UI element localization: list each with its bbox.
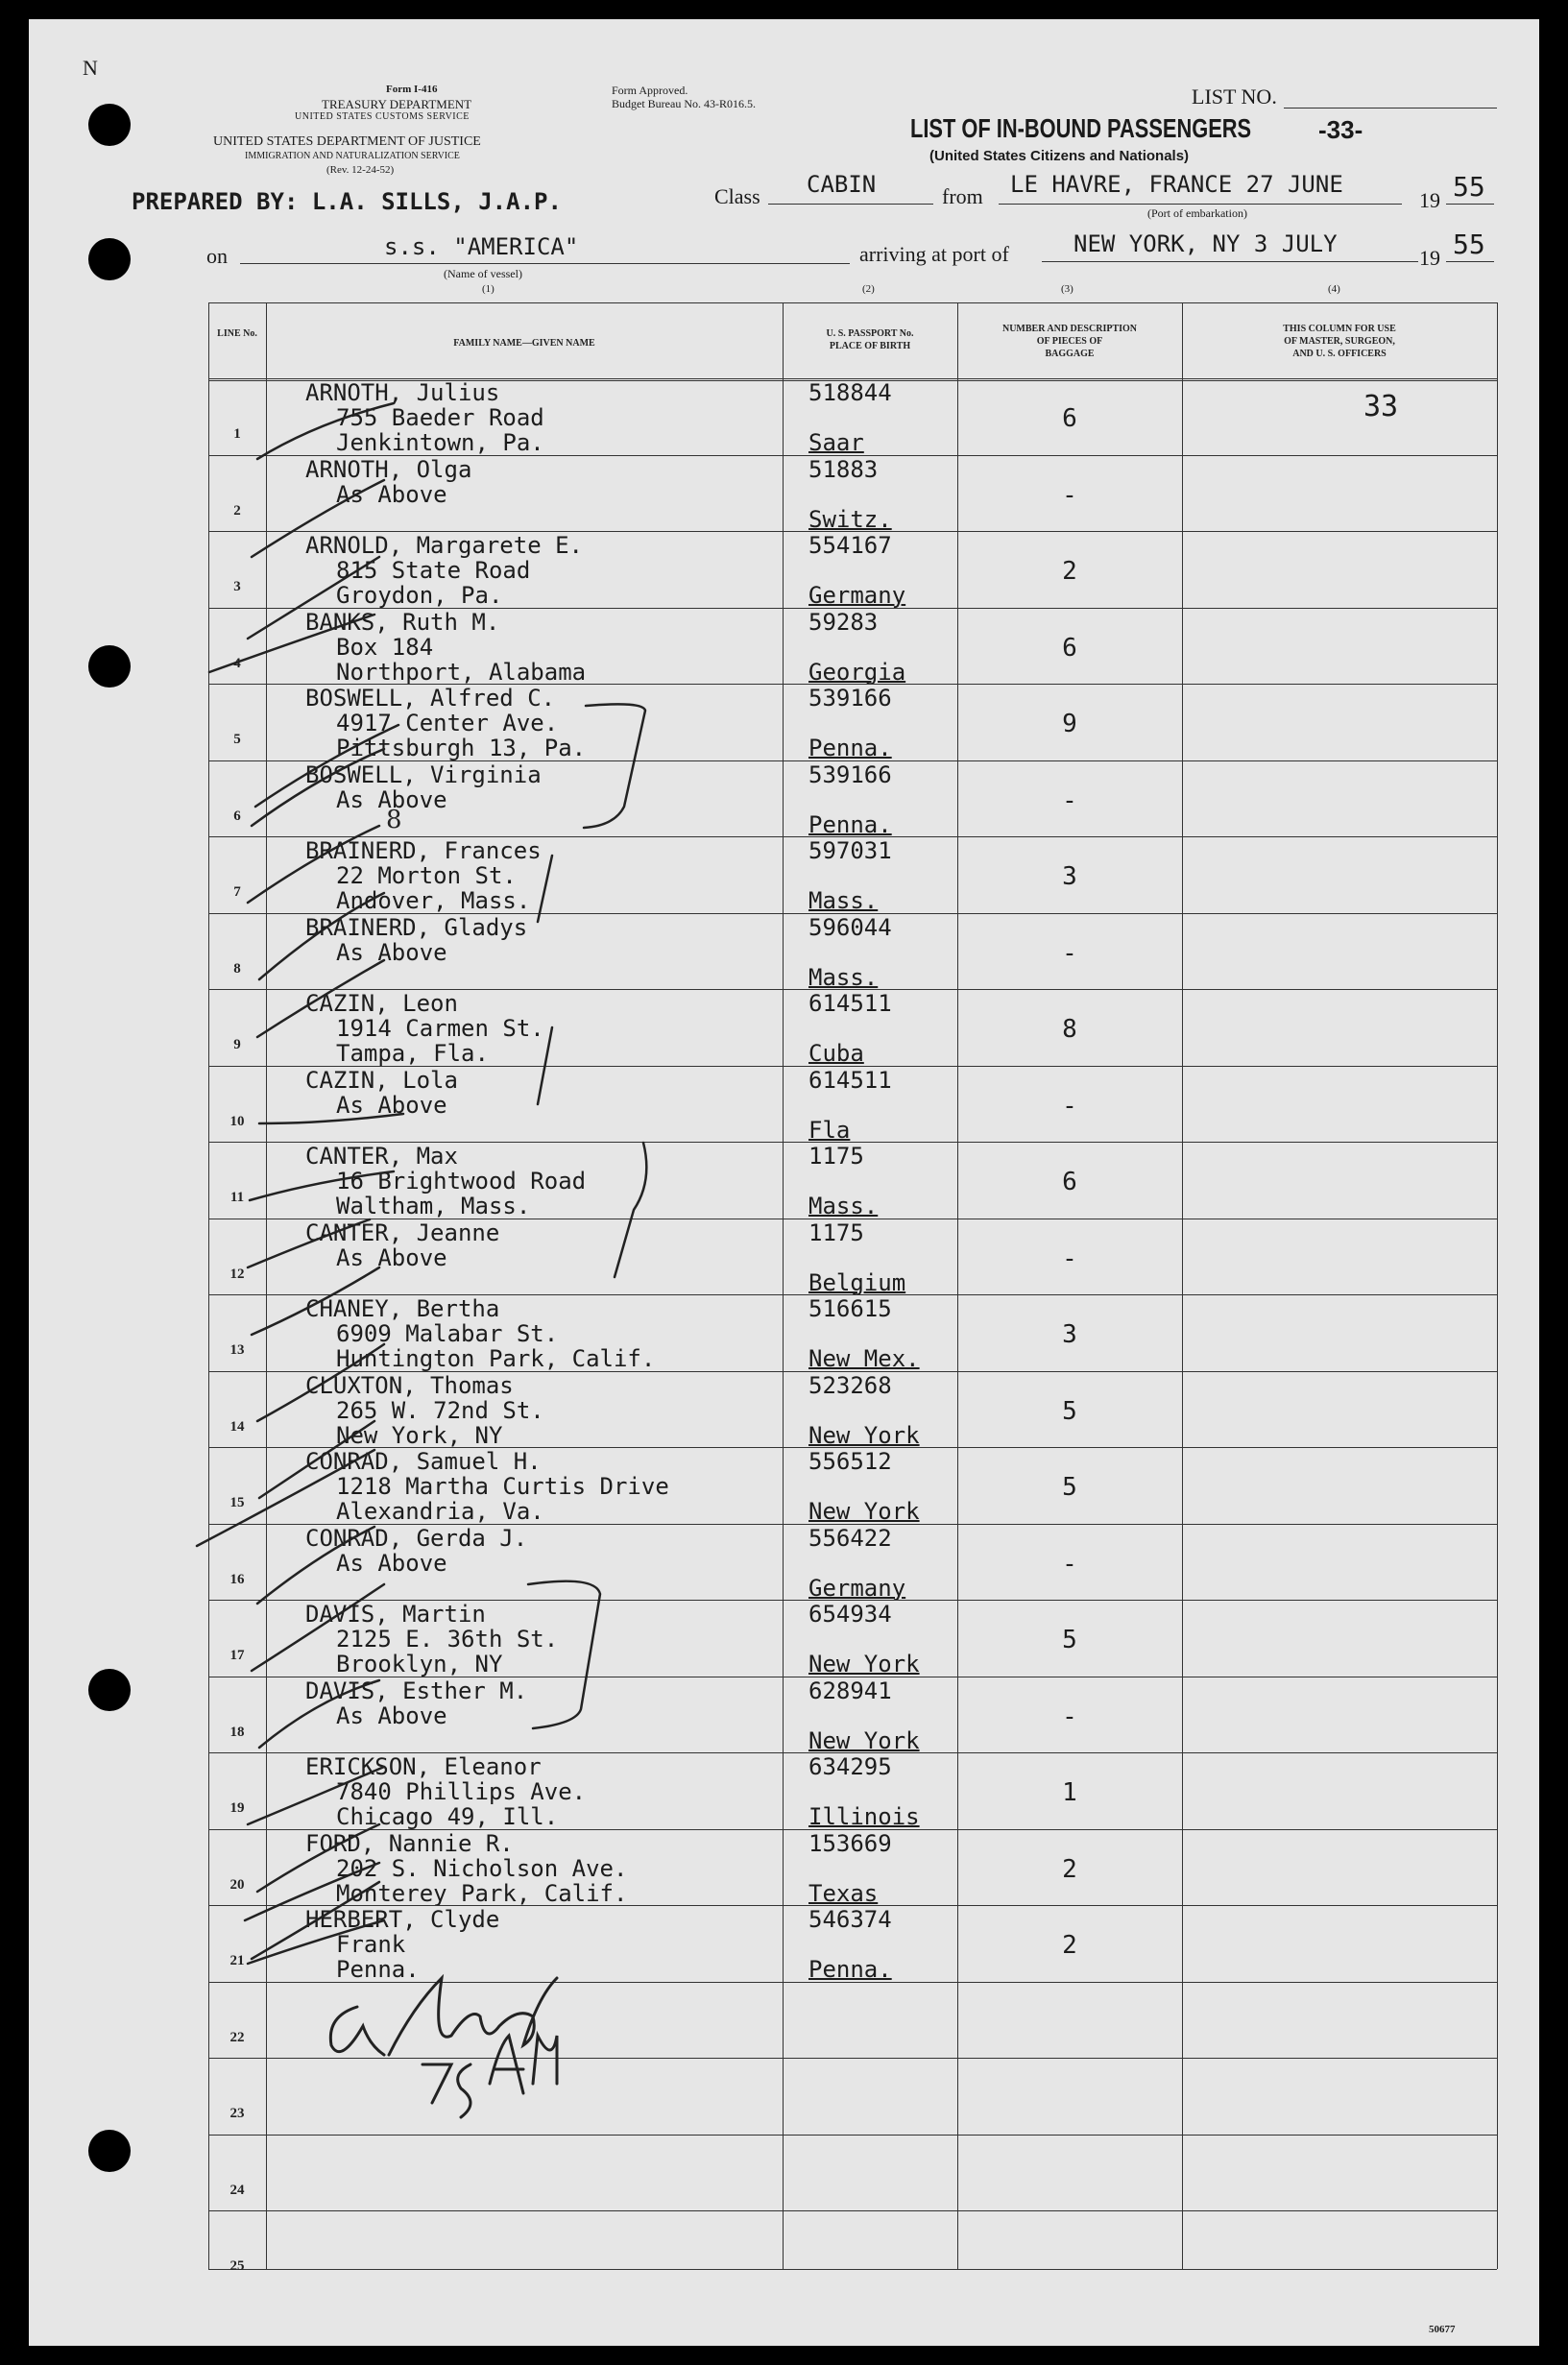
place-of-birth: New York [808, 1498, 920, 1525]
passenger-name: DAVIS, Martin [305, 1601, 486, 1628]
baggage-count: - [1062, 1549, 1077, 1579]
place-of-birth: Mass. [808, 1193, 879, 1219]
vessel-name: s.s. "AMERICA" [384, 233, 579, 260]
line-number: 17 [229, 1648, 245, 1663]
baggage-count: 5 [1062, 1473, 1077, 1502]
passport-number: 596044 [808, 913, 892, 941]
place-of-birth: Georgia [808, 658, 906, 686]
passenger-address-1: As Above [336, 1243, 447, 1271]
officers-header-line1: THIS COLUMN FOR USE [1283, 324, 1396, 334]
passport-number: 1175 [808, 1143, 864, 1170]
baggage-count: 6 [1062, 633, 1077, 663]
place-of-birth: Switz. [808, 505, 892, 533]
place-of-birth: New York [808, 1421, 920, 1449]
passenger-address-2: New York, NY [336, 1421, 503, 1449]
line-number: 20 [229, 1876, 245, 1893]
passenger-name: CLUXTON, Thomas [305, 1371, 514, 1399]
baggage-count: - [1062, 480, 1077, 510]
passenger-address-1: 2125 E. 36th St. [336, 1626, 559, 1653]
line-number: 9 [233, 1037, 241, 1052]
line-number: 15 [229, 1495, 245, 1510]
passenger-address-1: 1914 Carmen St. [336, 1015, 544, 1042]
passenger-address-1: 16 Brightwood Road [336, 1168, 587, 1195]
baggage-count: 3 [1062, 1320, 1077, 1349]
baggage-header-line1: NUMBER AND DESCRIPTION [1001, 324, 1137, 334]
vessel-note: (Name of vessel) [444, 267, 522, 280]
passenger-name: CONRAD, Samuel H. [305, 1448, 542, 1475]
passenger-name: ERICKSON, Eleanor [305, 1753, 542, 1780]
place-of-birth: Germany [808, 1574, 906, 1602]
department-name: TREASURY DEPARTMENT [322, 97, 472, 111]
baggage-count: 5 [1062, 1626, 1077, 1654]
passenger-name: CONRAD, Gerda J. [305, 1524, 528, 1552]
passenger-name: BRAINERD, Frances [305, 837, 542, 864]
form-number: Form I-416 [386, 84, 438, 95]
line-number: 12 [229, 1266, 245, 1282]
passport-number: 153669 [808, 1829, 892, 1857]
passenger-address-2: Andover, Mass. [336, 887, 531, 914]
place-of-birth: Penna. [808, 810, 892, 838]
passenger-address-1: 6909 Malabar St. [336, 1320, 559, 1347]
passport-column-number: (2) [862, 283, 875, 295]
passenger-address-2: Huntington Park, Calif. [336, 1345, 656, 1372]
passport-number: 654934 [808, 1601, 892, 1628]
line-number: 22 [229, 2029, 245, 2045]
arrival-year-prefix: 19 [1419, 246, 1440, 270]
passport-number: 614511 [808, 990, 892, 1017]
baggage-count: - [1062, 1243, 1077, 1273]
passport-number: 523268 [808, 1371, 892, 1399]
arriving-label: arriving at port of [859, 242, 1009, 266]
passenger-name: BRAINERD, Gladys [305, 913, 528, 941]
passenger-address-1: As Above [336, 1701, 447, 1729]
passport-number: 516615 [808, 1295, 892, 1322]
baggage-count: 6 [1062, 1168, 1077, 1196]
arrival-year-value: 55 [1453, 229, 1485, 260]
handwritten-mark-row6: 8 [386, 806, 402, 834]
line-number: 23 [229, 2106, 245, 2121]
baggage-count: 2 [1062, 1854, 1077, 1884]
line-number: 4 [233, 655, 241, 671]
baggage-count: 3 [1062, 862, 1077, 891]
passport-number: 1175 [808, 1219, 864, 1246]
passport-number: 59283 [808, 608, 879, 636]
passenger-address-1: As Above [336, 938, 447, 966]
passenger-address-1: 202 S. Nicholson Ave. [336, 1854, 628, 1882]
passport-number: 556512 [808, 1448, 892, 1475]
passenger-name: DAVIS, Esther M. [305, 1677, 528, 1704]
line-number: 10 [229, 1113, 245, 1129]
passenger-name: BANKS, Ruth M. [305, 608, 500, 636]
officers-header-line2: OF MASTER, SURGEON, [1284, 336, 1395, 347]
passenger-name: ARNOLD, Margarete E. [305, 532, 583, 559]
place-of-birth: Saar [808, 429, 864, 456]
on-label: on [206, 244, 228, 268]
place-of-birth: Cuba [808, 1040, 864, 1067]
baggage-count: 2 [1062, 557, 1077, 586]
place-of-birth: Germany [808, 582, 906, 609]
passenger-address-1: 265 W. 72nd St. [336, 1396, 544, 1424]
passport-number: 546374 [808, 1906, 892, 1933]
passenger-address-1: As Above [336, 785, 447, 813]
passport-number: 614511 [808, 1066, 892, 1094]
passenger-address-1: 4917 Center Ave. [336, 710, 559, 736]
line-number-header: LINE No. [217, 328, 257, 339]
line-number: 24 [229, 2182, 245, 2198]
line-number: 19 [229, 1800, 245, 1816]
line-number: 25 [229, 2258, 245, 2274]
passenger-name: CHANEY, Bertha [305, 1295, 500, 1322]
page-subtitle: (United States Citizens and Nationals) [929, 148, 1190, 164]
form-approved: Form Approved. [612, 84, 688, 97]
passport-number: 556422 [808, 1524, 892, 1552]
passenger-name: BOSWELL, Virginia [305, 760, 542, 788]
passenger-address-1: 815 State Road [336, 557, 531, 584]
arrival-port: NEW YORK, NY 3 JULY [1073, 230, 1338, 257]
place-of-birth: Fla [808, 1116, 851, 1144]
passenger-address-2: Groydon, Pa. [336, 582, 503, 609]
baggage-count: 5 [1062, 1396, 1077, 1426]
place-of-birth: New Mex. [808, 1345, 920, 1372]
passport-header-line1: U. S. PASSPORT No. [826, 328, 914, 339]
passport-number: 554167 [808, 532, 892, 559]
place-of-birth: Mass. [808, 887, 879, 914]
passenger-name: CAZIN, Lola [305, 1066, 458, 1094]
place-of-birth: Penna. [808, 735, 892, 761]
passenger-name: FORD, Nannie R. [305, 1829, 514, 1857]
passenger-address-1: As Above [336, 480, 447, 508]
embarkation-port: LE HAVRE, FRANCE 27 JUNE [1010, 171, 1343, 198]
passenger-name: ARNOTH, Julius [305, 379, 500, 406]
list-number-label: LIST NO. [1192, 84, 1277, 109]
passport-number: 628941 [808, 1677, 892, 1704]
year-prefix: 19 [1419, 188, 1440, 212]
baggage-count: 2 [1062, 1931, 1077, 1960]
baggage-count: 8 [1062, 1015, 1077, 1044]
passport-number: 597031 [808, 837, 892, 864]
passenger-address-2: Chicago 49, Ill. [336, 1803, 559, 1830]
place-of-birth: Texas [808, 1879, 879, 1907]
passenger-address-1: As Above [336, 1091, 447, 1119]
officer-note: 33 [1363, 390, 1399, 423]
passenger-address-1: 22 Morton St. [336, 862, 517, 889]
officers-header-line3: AND U. S. OFFICERS [1292, 349, 1387, 359]
line-number: 13 [229, 1342, 245, 1358]
baggage-count: - [1062, 1701, 1077, 1731]
passenger-name: ARNOTH, Olga [305, 455, 472, 483]
passenger-address-1: 1218 Martha Curtis Drive [336, 1473, 669, 1500]
place-of-birth: New York [808, 1726, 920, 1754]
passenger-name: BOSWELL, Alfred C. [305, 685, 556, 712]
passport-number: 539166 [808, 760, 892, 788]
budget-bureau: Budget Bureau No. 43-R016.5. [612, 97, 756, 110]
line-number: 14 [229, 1418, 245, 1435]
passport-header-line2: PLACE OF BIRTH [829, 341, 911, 351]
baggage-count: 1 [1062, 1778, 1077, 1807]
baggage-header-line3: BAGGAGE [1045, 349, 1095, 359]
passenger-address-1: 755 Baeder Road [336, 404, 544, 431]
place-of-birth: Belgium [808, 1268, 906, 1296]
corner-mark: N [83, 56, 98, 80]
passenger-name: CANTER, Max [305, 1143, 458, 1170]
passenger-address-1: As Above [336, 1549, 447, 1577]
line-number: 21 [229, 1953, 245, 1968]
passenger-address-1: 7840 Phillips Ave. [336, 1778, 587, 1805]
prepared-by: PREPARED BY: L.A. SILLS, J.A.P. [132, 188, 562, 215]
line-number: 16 [229, 1571, 245, 1587]
class-value: CABIN [807, 171, 877, 198]
passenger-address-2: Northport, Alabama [336, 658, 587, 686]
place-of-birth: New York [808, 1651, 920, 1677]
page-title: LIST OF IN-BOUND PASSENGERS [910, 113, 1252, 143]
vessel-column-number: (1) [482, 283, 495, 295]
baggage-header-line2: OF PIECES OF [1036, 336, 1103, 347]
line-number: 1 [233, 426, 241, 442]
passport-number: 518844 [808, 379, 892, 406]
baggage-count: - [1062, 785, 1077, 815]
line-number: 11 [229, 1190, 245, 1205]
from-label: from [942, 184, 983, 208]
passenger-address-2: Monterey Park, Calif. [336, 1879, 628, 1907]
officers-column-number: (4) [1328, 283, 1340, 295]
line-number: 8 [233, 960, 241, 977]
passenger-address-2: Brooklyn, NY [336, 1651, 503, 1677]
passenger-name: HERBERT, Clyde [305, 1906, 500, 1933]
passenger-address-2: Alexandria, Va. [336, 1498, 544, 1525]
line-number: 5 [233, 732, 241, 747]
class-label: Class [714, 184, 760, 208]
revision-date: (Rev. 12-24-52) [326, 164, 395, 176]
port-embarkation-note: (Port of embarkation) [1147, 206, 1247, 220]
passenger-address-2: Tampa, Fla. [336, 1040, 489, 1067]
line-number: 3 [233, 579, 241, 594]
title-number: -33- [1318, 115, 1363, 144]
name-header: FAMILY NAME—GIVEN NAME [453, 338, 595, 349]
baggage-column-number: (3) [1061, 283, 1073, 295]
passenger-address-1: Box 184 [336, 633, 434, 661]
line-number: 7 [233, 884, 241, 900]
justice-department: UNITED STATES DEPARTMENT OF JUSTICE [213, 134, 481, 149]
year-value: 55 [1453, 171, 1485, 203]
passenger-address-2: Pittsburgh 13, Pa. [336, 735, 587, 761]
customs-service: UNITED STATES CUSTOMS SERVICE [295, 111, 470, 122]
passport-number: 539166 [808, 685, 892, 712]
baggage-count: - [1062, 938, 1077, 968]
place-of-birth: Illinois [808, 1803, 920, 1830]
baggage-count: - [1062, 1091, 1077, 1121]
passport-number: 634295 [808, 1753, 892, 1780]
baggage-count: 6 [1062, 404, 1077, 433]
line-number: 18 [229, 1724, 245, 1740]
place-of-birth: Mass. [808, 963, 879, 991]
ins-service: IMMIGRATION AND NATURALIZATION SERVICE [245, 151, 460, 161]
line-number: 2 [233, 502, 241, 519]
passenger-address-1: Frank [336, 1931, 406, 1958]
place-of-birth: Penna. [808, 1956, 892, 1983]
baggage-count: 9 [1062, 710, 1077, 738]
passenger-name: CANTER, Jeanne [305, 1219, 500, 1246]
passport-number: 51883 [808, 455, 879, 483]
passenger-name: CAZIN, Leon [305, 990, 458, 1017]
passenger-address-2: Waltham, Mass. [336, 1193, 531, 1219]
line-number: 6 [233, 808, 241, 824]
passenger-address-2: Penna. [336, 1956, 420, 1983]
footer-code: 50677 [1429, 2324, 1456, 2335]
passenger-address-2: Jenkintown, Pa. [336, 429, 544, 456]
